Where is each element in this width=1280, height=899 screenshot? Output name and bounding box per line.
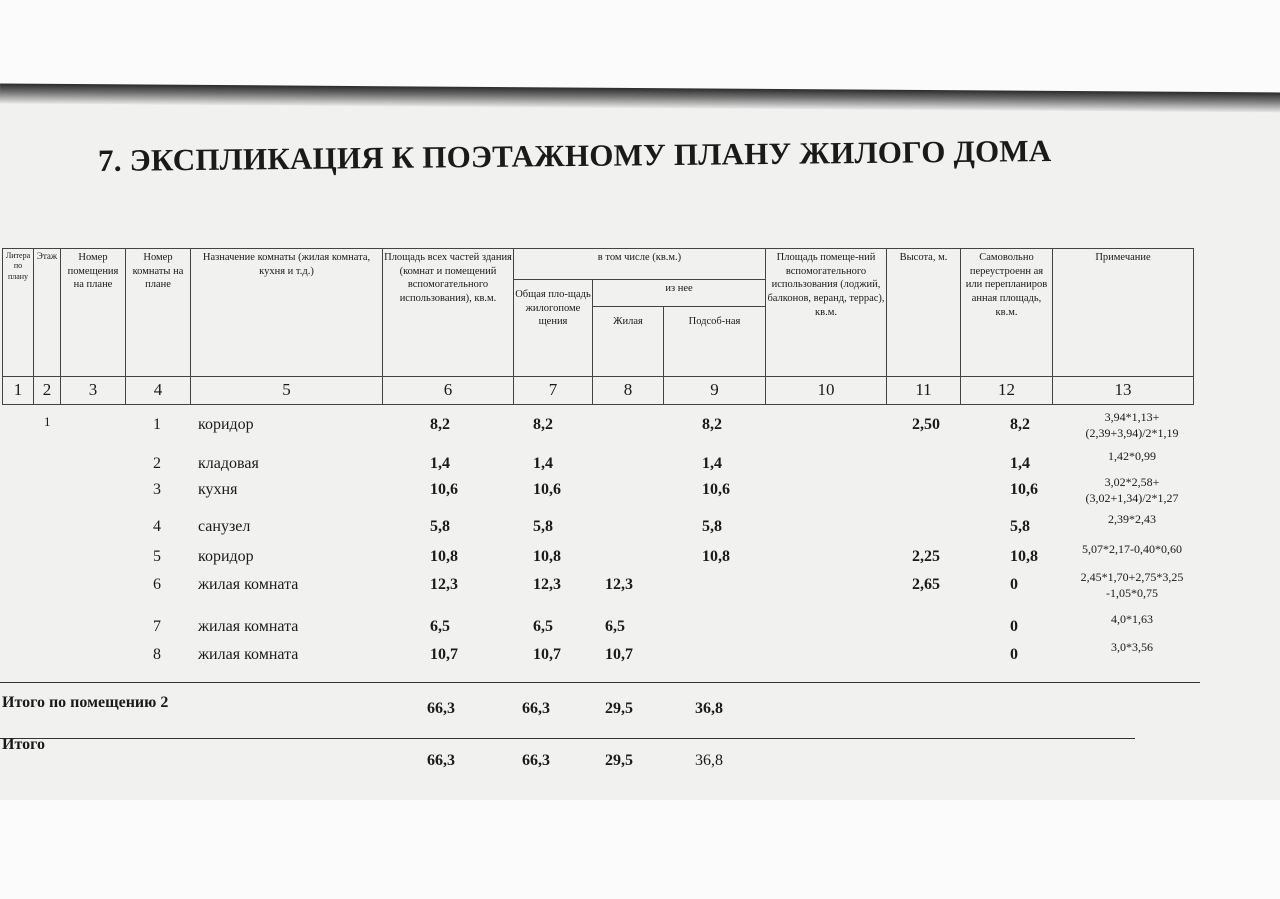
aux-area: 1,4 (702, 455, 722, 472)
table-row (0, 612, 1210, 642)
living-area: 6,5 (605, 618, 625, 635)
total-area: 10,7 (430, 646, 458, 663)
col-number: 6 (383, 377, 514, 405)
general-area: 5,8 (533, 518, 553, 535)
header-group: в том числе (кв.м.) (514, 249, 766, 280)
general-area: 10,6 (533, 481, 561, 498)
divider (0, 738, 1135, 739)
replanned-area: 1,4 (1010, 455, 1030, 472)
subtotal-general: 66,3 (522, 700, 550, 717)
total-area: 12,3 (430, 576, 458, 593)
grand-total: 66,3 (427, 752, 455, 769)
grand-general: 66,3 (522, 752, 550, 769)
col-number: 10 (766, 377, 887, 405)
height: 2,65 (912, 576, 940, 593)
room-number: 6 (153, 576, 161, 593)
grand-aux: 36,8 (695, 752, 723, 769)
subtotal-living: 29,5 (605, 700, 633, 717)
col-number: 5 (191, 377, 383, 405)
table-row (0, 449, 1210, 479)
room-purpose: кухня (198, 481, 238, 498)
total-area: 5,8 (430, 518, 450, 535)
divider (0, 682, 1200, 683)
replanned-area: 0 (1010, 576, 1018, 593)
table-row (0, 570, 1210, 600)
height: 2,50 (912, 416, 940, 433)
note-formula: 2,45*1,70+2,75*3,25 -1,05*0,75 (1080, 570, 1184, 600)
table-row (0, 475, 1210, 505)
general-area: 10,7 (533, 646, 561, 663)
note-formula: 3,94*1,13+(2,39+3,94)/2*1,19 (1085, 410, 1179, 440)
header-auxiliary: Подсоб-ная (664, 307, 766, 377)
general-area: 12,3 (533, 576, 561, 593)
general-area: 10,8 (533, 548, 561, 565)
total-area: 6,5 (430, 618, 450, 635)
aux-area: 8,2 (702, 416, 722, 433)
room-number: 4 (153, 518, 161, 535)
room-number: 1 (153, 416, 161, 433)
room-purpose: санузел (198, 518, 251, 535)
replanned-area: 5,8 (1010, 518, 1030, 535)
table-row (0, 640, 1210, 670)
header-aux-area: Площадь помеще-ний вспомогательного использования (лоджий, балконов, веранд, террас), кв.м. (766, 249, 887, 377)
living-area: 10,7 (605, 646, 633, 663)
table-row (0, 410, 1210, 440)
replanned-area: 0 (1010, 618, 1018, 635)
col-number: 7 (514, 377, 593, 405)
total-area: 10,6 (430, 481, 458, 498)
col-number: 4 (126, 377, 191, 405)
header-total-area: Площадь всех частей здания (комнат и помещений вспомогательного использования), кв.м. (383, 249, 514, 377)
total-area: 1,4 (430, 455, 450, 472)
header-letter: Литера по плану (3, 249, 34, 377)
total-label: Итого (2, 736, 45, 753)
col-number: 3 (61, 377, 126, 405)
room-purpose: жилая комната (198, 618, 299, 635)
subtotal-label: Итого по помещению 2 (2, 694, 169, 711)
header-general-area: Общая пло-щадь жилогопоме щения (514, 280, 593, 377)
table-row (0, 512, 1210, 542)
floor-number: 1 (44, 414, 51, 429)
table-header (2, 248, 1194, 405)
col-number: 8 (593, 377, 664, 405)
replanned-area: 10,8 (1010, 548, 1038, 565)
total-area: 8,2 (430, 416, 450, 433)
note-formula: 4,0*1,63 (1111, 612, 1153, 626)
general-area: 6,5 (533, 618, 553, 635)
room-number: 3 (153, 481, 161, 498)
document-title: 7. ЭКСПЛИКАЦИЯ К ПОЭТАЖНОМУ ПЛАНУ ЖИЛОГО ДОМА (97, 133, 1052, 178)
note-formula: 1,42*0,99 (1108, 449, 1156, 463)
note-formula: 2,39*2,43 (1108, 512, 1156, 526)
aux-area: 10,6 (702, 481, 730, 498)
room-number: 8 (153, 646, 161, 663)
header-note: Примечание (1053, 249, 1194, 377)
room-number: 7 (153, 618, 161, 635)
replanned-area: 10,6 (1010, 481, 1038, 498)
header-living: Жилая (593, 307, 664, 377)
living-area: 12,3 (605, 576, 633, 593)
col-number: 13 (1053, 377, 1194, 405)
header-replanned: Самовольно переустроенн ая или перепланиров анная площадь, кв.м. (961, 249, 1053, 377)
aux-area: 5,8 (702, 518, 722, 535)
col-number: 12 (961, 377, 1053, 405)
col-number: 2 (34, 377, 61, 405)
note-formula: 5,07*2,17-0,40*0,60 (1082, 542, 1182, 556)
general-area: 8,2 (533, 416, 553, 433)
general-area: 1,4 (533, 455, 553, 472)
total-area: 10,8 (430, 548, 458, 565)
header-premises-no: Номер помещения на плане (61, 249, 126, 377)
header-height: Высота, м. (887, 249, 961, 377)
note-formula: 3,0*3,56 (1111, 640, 1153, 654)
header-sub: из нее (593, 280, 766, 307)
aux-area: 10,8 (702, 548, 730, 565)
header-purpose: Назначение комнаты (жилая комната, кухня и т.д.) (191, 249, 383, 377)
room-purpose: жилая комната (198, 576, 299, 593)
subtotal-aux: 36,8 (695, 700, 723, 717)
header-room-no: Номер комнаты на плане (126, 249, 191, 377)
table-row (0, 542, 1210, 572)
col-number: 11 (887, 377, 961, 405)
room-purpose: коридор (198, 416, 254, 433)
room-purpose: коридор (198, 548, 254, 565)
col-number: 1 (3, 377, 34, 405)
room-number: 5 (153, 548, 161, 565)
replanned-area: 0 (1010, 646, 1018, 663)
note-formula: 3,02*2,58+(3,02+1,34)/2*1,27 (1085, 475, 1179, 505)
replanned-area: 8,2 (1010, 416, 1030, 433)
header-floor: Этаж (34, 249, 61, 377)
room-purpose: кладовая (198, 455, 259, 472)
subtotal-total: 66,3 (427, 700, 455, 717)
room-number: 2 (153, 455, 161, 472)
col-number: 9 (664, 377, 766, 405)
height: 2,25 (912, 548, 940, 565)
grand-living: 29,5 (605, 752, 633, 769)
room-purpose: жилая комната (198, 646, 299, 663)
